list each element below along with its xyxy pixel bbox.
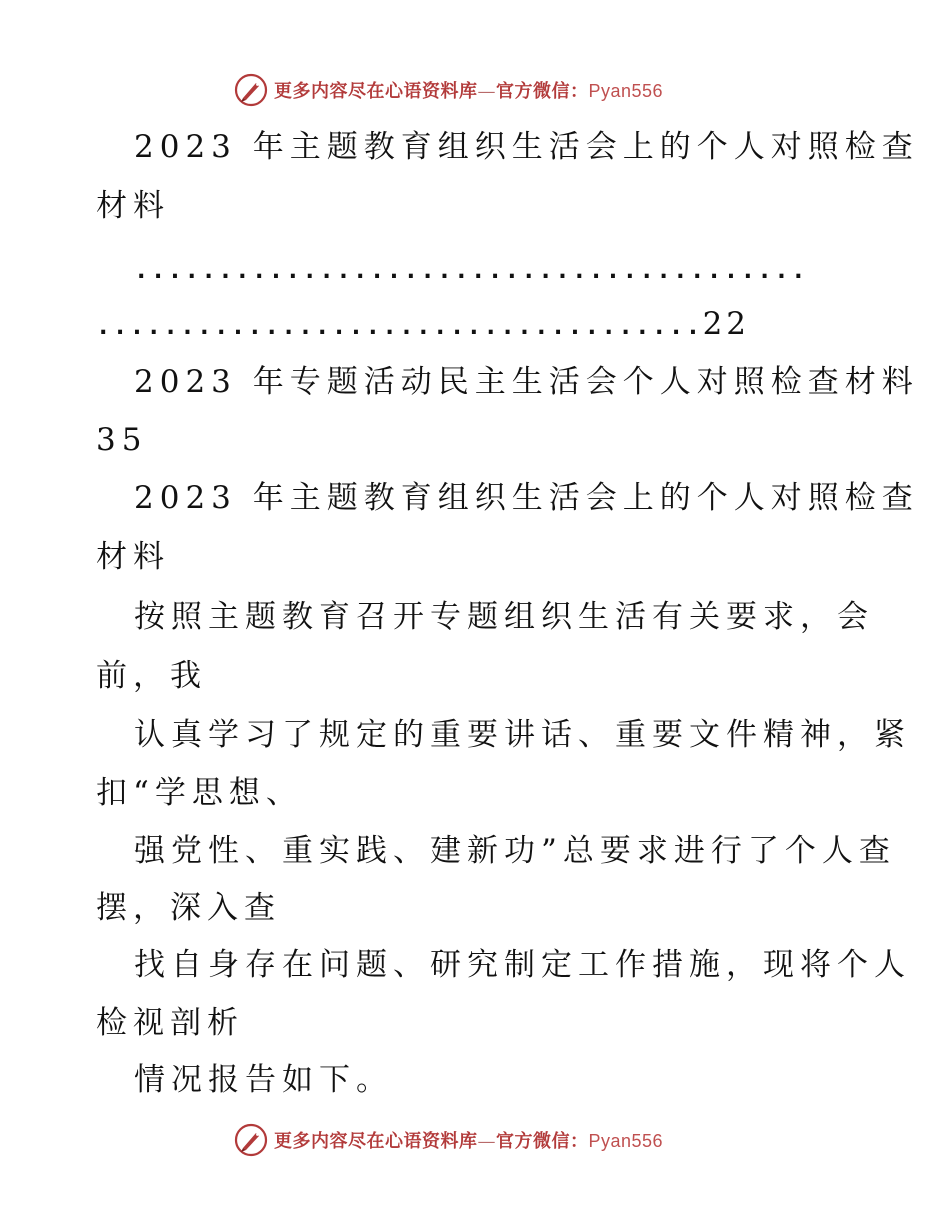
- paragraph-line: 强党性、重实践、建新功”总要求进行了个人查: [134, 833, 896, 869]
- header-banner-text: [274, 77, 663, 103]
- footer-brand: 更多内容尽在心语资料库: [274, 1131, 478, 1152]
- header-wechat-label: 官方微信：: [496, 81, 589, 102]
- paragraph-line: 找自身存在问题、研究制定工作措施，现将个人: [134, 947, 911, 983]
- paragraph-line: 摆，深入查: [96, 890, 281, 926]
- header-wechat-id: Pyan556: [588, 81, 664, 101]
- toc-entry-1-title-line-2: 材料: [96, 188, 170, 224]
- pen-logo-icon: [234, 1123, 268, 1157]
- toc-entry-1-page-number: 22: [702, 306, 751, 342]
- paragraph-line: 前，我: [96, 658, 207, 694]
- header-banner: [234, 72, 663, 108]
- toc-entry-1-leader-line-2: [96, 304, 750, 346]
- pen-logo-icon: [234, 73, 268, 107]
- paragraph-line: 扣“学思想、: [96, 775, 303, 811]
- paragraph-line: 情况报告如下。: [134, 1062, 393, 1098]
- footer-banner: [234, 1122, 663, 1158]
- footer-dash: —: [477, 1131, 496, 1152]
- footer-wechat-id: Pyan556: [588, 1131, 664, 1151]
- document-title-line-2: 材料: [96, 539, 170, 575]
- paragraph-line: 检视剖析: [96, 1005, 244, 1041]
- toc-entry-2-page-number: 35: [96, 422, 148, 458]
- toc-entry-1-title-line-1: 2023 年主题教育组织生活会上的个人对照检查: [134, 129, 919, 165]
- toc-entry-1-leader-dots-1: ........................................: [134, 256, 808, 284]
- header-dash: —: [477, 81, 496, 102]
- paragraph-line: 按照主题教育召开专题组织生活有关要求，会: [134, 599, 874, 635]
- toc-entry-1-leader-dots-2: ....................................: [96, 312, 703, 340]
- footer-wechat-label: 官方微信：: [496, 1131, 589, 1152]
- toc-entry-2-title: 2023 年专题活动民主生活会个人对照检查材料: [134, 364, 919, 400]
- header-brand: 更多内容尽在心语资料库: [274, 81, 478, 102]
- footer-banner-text: [274, 1127, 663, 1153]
- paragraph-line: 认真学习了规定的重要讲话、重要文件精神，紧: [134, 717, 911, 753]
- document-title-line-1: 2023 年主题教育组织生活会上的个人对照检查: [134, 480, 919, 516]
